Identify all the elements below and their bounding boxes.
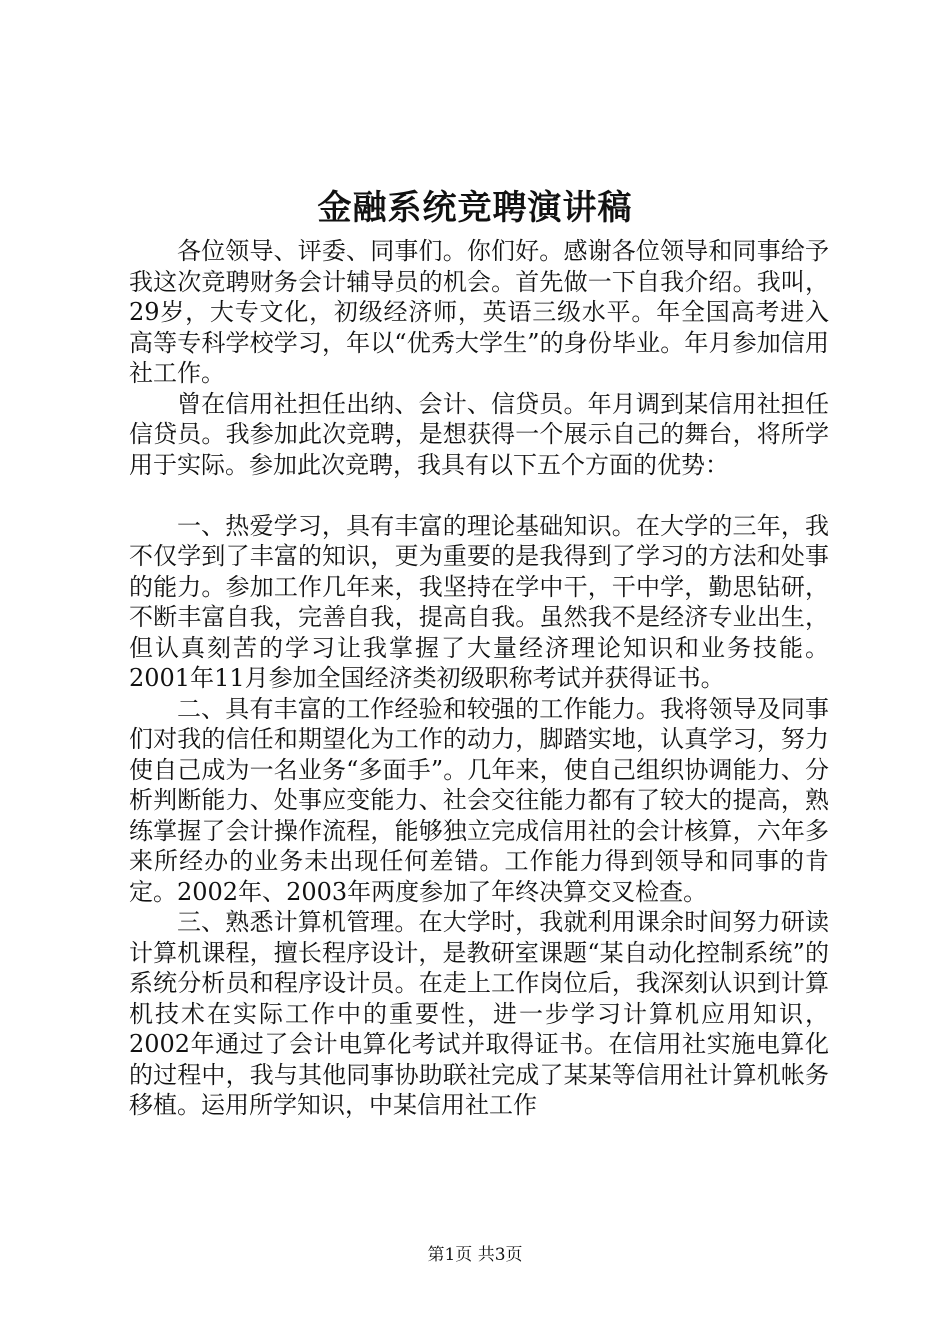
paragraph-advantage-three: 三、熟悉计算机管理。在大学时，我就利用课余时间努力研读计算机课程，擅长程序设计，是教研室课题“某自动化控制系统”的系统分析员和程序设计员。在走上工作岗位后，我深刻认识到计算机技术在实际工作中的重要性，进一步学习计算机应用知识，2002年通过了会计电算化考试并取得证书。在信用社实施电算化的过程中，我与其他同事协助联社完成了某某等信用社计算机帐务移植。运用所学知识，中某信用社工作 <box>129 908 829 1119</box>
document-body <box>129 236 829 1121</box>
paragraph-advantage-one: 一、热爱学习，具有丰富的理论基础知识。在大学的三年，我不仅学到了丰富的知识，更为重要的是我得到了学习的方法和处事的能力。参加工作几年来，我坚持在学中干，干中学，勤思钻研，不断丰富自我，完善自我，提高自我。虽然我不是经济专业出生，但认真刻苦的学习让我掌握了大量经济理论知识和业务技能。2001年11月参加全国经济类初级职称考试并获得证书。 <box>129 511 829 692</box>
paragraph-greeting: 各位领导、评委、同事们。你们好。感谢各位领导和同事给予我这次竞聘财务会计辅导员的机会。首先做一下自我介绍。我叫，29岁，大专文化，初级经济师，英语三级水平。年全国高考进入高等专科学校学习，年以“优秀大学生”的身份毕业。年月参加信用社工作。 <box>129 237 829 387</box>
paragraph-experience: 曾在信用社担任出纳、会计、信贷员。年月调到某信用社担任信贷员。我参加此次竞聘，是想获得一个展示自己的舞台，将所学用于实际。参加此次竞聘，我具有以下五个方面的优势： <box>129 389 829 479</box>
paragraph-spacer <box>129 480 829 511</box>
document-title: 金融系统竞聘演讲稿 <box>317 188 633 228</box>
paragraph-advantage-two: 二、具有丰富的工作经验和较强的工作能力。我将领导及同事们对我的信任和期望化为工作的动力，脚踏实地，认真学习，努力使自己成为一名业务“多面手”。几年来，使自己组织协调能力、分析判断能力、处事应变能力、社会交往能力都有了较大的提高，熟练掌握了会计操作流程，能够独立完成信用社的会计核算，六年多来所经办的业务未出现任何差错。工作能力得到领导和同事的肯定。2002年、2003年两度参加了年终决算交叉检查。 <box>129 694 829 906</box>
page-footer: 第1页 共3页 <box>427 1245 523 1265</box>
